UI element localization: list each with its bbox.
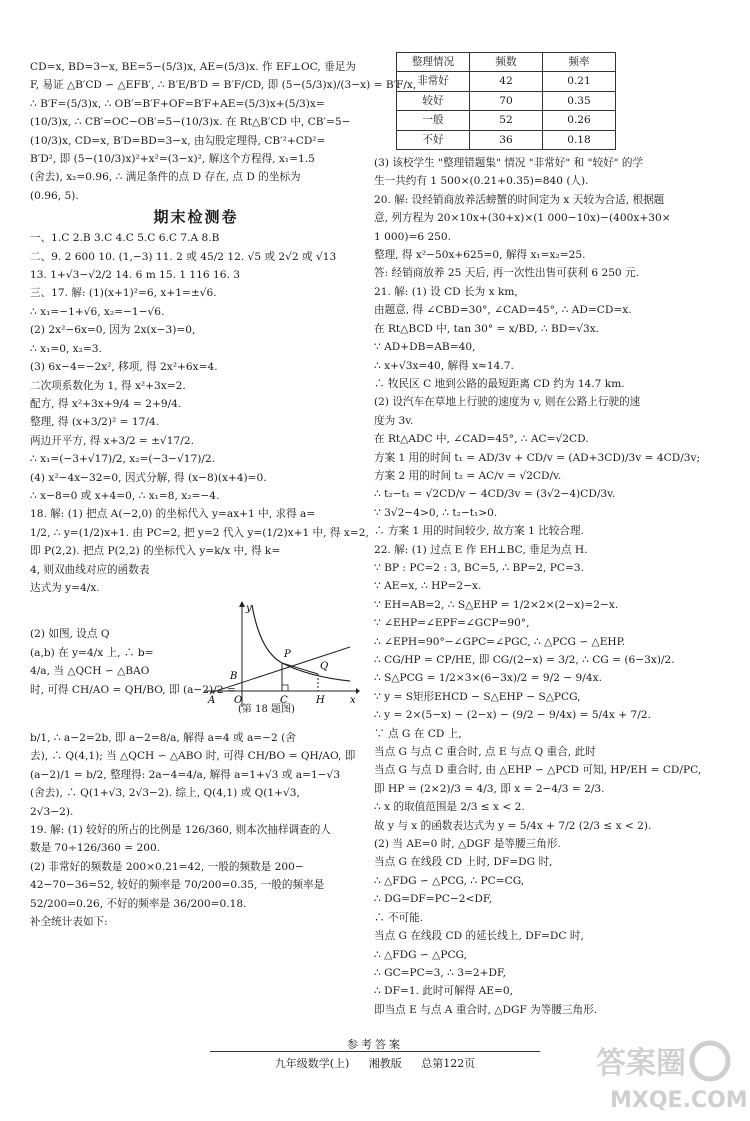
right-lines xyxy=(374,154,720,1019)
watermark-logo-text: 答案圈 xyxy=(596,1046,686,1081)
text-line: 整理, 得 (x+3/2)² = 17/4. xyxy=(30,416,160,429)
text-line: (10/3)x, ∴ CB′=OC−OB′=5−(10/3)x. 在 Rt△B′CD 中, CB′=5− xyxy=(30,116,351,129)
text-line: ∵ AE=x, ∴ HP=2−x. xyxy=(374,580,482,593)
text-line: ∴ x₁=0, x₂=3. xyxy=(30,342,102,355)
footer-divider xyxy=(210,1051,540,1052)
stats-table-header xyxy=(397,53,616,72)
x-axis-arrow xyxy=(356,688,360,694)
text-line: 42−70−36=52, 较好的频率是 70/200=0.35, 一般的频率是 xyxy=(30,879,325,892)
hyperbola-figure xyxy=(200,599,360,709)
footer-grade: 九年级数学(上) xyxy=(274,1057,350,1070)
text-line: b/1, ∴ a−2=2b, 即 a−2=8/a, 解得 a=4 或 a=−2 (舍 xyxy=(30,732,296,744)
table-row xyxy=(397,72,616,91)
text-line: ∴ CG/HP = CP/HE, 即 CG/(2−x) = 3/2, ∴ CG = (6−3x)/2. xyxy=(374,654,675,666)
stats-cell: 0.18 xyxy=(543,130,616,149)
line-ab xyxy=(210,647,350,693)
text-line: 故 y 与 x 的函数表达式为 y = 5/4x + 7/2 (2/3 ≤ x < 2). xyxy=(374,819,652,832)
stats-cell: 0.35 xyxy=(543,91,616,110)
hyperbola-curve xyxy=(252,605,350,681)
stats-header-cell: 频率 xyxy=(543,53,616,72)
text-line: 19. 解: (1) 较好的所占的比例是 126/360, 则本次抽样调查的人 xyxy=(30,824,331,837)
text-line: (2) 如图, 设点 Q xyxy=(30,628,110,641)
text-line: ∵ ∠EHP=∠EPF=∠GCP=90°, xyxy=(374,617,530,630)
text-line: 在 Rt△ADC 中, ∠CAD=45°, ∴ AC=√2CD. xyxy=(374,433,589,446)
stats-cell: 一般 xyxy=(397,111,470,130)
text-line: ∵ EH=AB=2, ∴ S△EHP = 1/2×2×(2−x)=2−x. xyxy=(374,598,619,611)
text-line: 达式为 y=4/x. xyxy=(30,581,100,594)
watermark-logo xyxy=(592,1035,748,1115)
text-line: ∴ 不可能. xyxy=(374,911,424,924)
text-line: 三、17. 解: (1)(x+1)²=6, x+1=±√6. xyxy=(30,287,217,300)
text-line: 生一共约有 1 500×(0.21+0.35)=840 (人). xyxy=(374,175,589,188)
label-h: H xyxy=(316,695,325,707)
text-line: ∴ DG=DF=PC−2<DF, xyxy=(374,893,492,906)
label-x: x xyxy=(350,695,356,707)
text-line: ∴ 牧民区 C 地到公路的最短距离 CD 约为 14.7 km. xyxy=(374,377,625,390)
text-line: ∵ AD+DB=AB=40, xyxy=(374,341,476,354)
left-bottom-lines xyxy=(30,729,362,931)
text-line: CD=x, BD=3−x, BE=5−(5/3)x, AE=(5/3)x. 作 EF⊥OC, 垂足为 xyxy=(30,61,356,73)
text-line: (a,b) 在 y=4/x 上, ∴ b= xyxy=(30,646,154,659)
label-o: O xyxy=(234,695,243,707)
text-line: ∴ x₁=(−3+√17)/2, x₂=(−3−√17)/2. xyxy=(30,453,216,466)
text-line: ∴ △FDG ∽ △PCG, xyxy=(374,948,468,961)
text-line: 在 Rt△BCD 中, tan 30° = x/BD, ∴ BD=√3x. xyxy=(374,322,600,335)
text-line: 即 HP = (2×2)/3 = 4/3, 即 x = 2−4/3 = 2/3. xyxy=(374,782,605,795)
text-line: 度为 3v. xyxy=(374,414,414,427)
text-line: 1/2, ∴ y=(1/2)x+1. 由 PC=2, 把 y=2 代入 y=(1/2)x+1 中, 得 x=2, xyxy=(30,526,369,539)
left-top-lines xyxy=(30,58,417,205)
text-line: 方案 2 用的时间 t₂ = AC/v = √2CD/v. xyxy=(374,469,562,482)
text-line: 即当点 E 与点 A 重合时, △DGF 为等腰三角形. xyxy=(374,1003,598,1016)
text-line: 整理, 得 x²−50x+625=0, 解得 x₁=x₂=25. xyxy=(374,249,586,262)
text-line: 21. 解: (1) 设 CD 长为 x km, xyxy=(374,285,518,298)
footer-edition: 湘教版 xyxy=(368,1057,402,1070)
text-line: (2) 当 AE=0 时, △DGF 是等腰三角形. xyxy=(374,838,561,851)
text-line: ∵ 3√2−4>0, ∴ t₂−t₁>0. xyxy=(374,506,498,519)
text-line: ∴ x−8=0 或 x+4=0, ∴ x₁=8, x₂=−4. xyxy=(30,489,220,502)
text-line: 方案 1 用的时间 t₁ = AD/3v + CD/v = (AD+3CD)/3v = 4CD/3v; xyxy=(374,451,701,464)
stats-cell: 42 xyxy=(470,72,543,91)
stats-cell: 较好 xyxy=(397,91,470,110)
text-line: ∴ B′F=(5/3)x, ∴ OB′=B′F+OF=B′F+AE=(5/3)x+(5/3)x= xyxy=(30,97,325,110)
text-line: ∴ GC=PC=3, ∴ 3=2+DF, xyxy=(374,966,507,979)
text-line: ∴ x+√3x=40, 解得 x≈14.7. xyxy=(374,359,514,372)
stats-cell: 52 xyxy=(470,111,543,130)
text-line: ∵ BP : PC=2 : 3, BC=5, ∴ BP=2, PC=3. xyxy=(374,561,584,574)
text-line: 补全统计表如下: xyxy=(30,916,108,929)
text-line: ∴ x₁=−1+√6, x₂=−1−√6. xyxy=(30,305,165,318)
text-line: (2) 设汽车在草地上行驶的速度为 v, 则在公路上行驶的速 xyxy=(374,396,641,409)
text-line: 配方, 得 x²+3x+9/4 = 2+9/4. xyxy=(30,397,182,410)
text-line: 一、1.C 2.B 3.C 4.C 5.C 6.C 7.A 8.B xyxy=(30,232,220,245)
text-line: ∵ y = S矩形EHCD − S△EHP − S△PCG, xyxy=(374,690,581,703)
text-line: 去), ∴ Q(4,1); 当 △QCH ∽ △ABO 时, 可得 CH/BO = QH/AO, 即 xyxy=(30,750,356,763)
watermark-icon xyxy=(592,1035,748,1115)
text-line: 4/a, 当 △QCH ∽ △BAO xyxy=(30,665,150,678)
text-line: 意, 列方程为 20×10x+(30+x)×(1 000−10x)−(400x+30× xyxy=(374,212,671,225)
text-line: 20. 解: 设经销商放养活螃蟹的时间定为 x 天较为合适, 根据题 xyxy=(374,193,665,206)
text-line: F, 易证 △B′CD ∽ △EFB′, ∴ B′E/B′D = B′F/CD, 即 (5−(5/3)x)/(3−x) = B′F/x, xyxy=(30,79,417,92)
text-line: ∴ △FDG ∽ △PCG, ∴ PC=CG, xyxy=(374,874,525,887)
stats-cell: 36 xyxy=(470,130,543,149)
figure-caption: (第 18 题图) xyxy=(238,703,295,715)
text-line: 数是 70÷126/360 = 200. xyxy=(30,842,161,855)
stats-table xyxy=(396,52,616,150)
stats-cell: 非常好 xyxy=(397,72,470,91)
text-line: (2) 非常好的频数是 200×0.21=42, 一般的频数是 200− xyxy=(30,860,304,873)
text-line: 当点 G 与点 C 重合时, 点 E 与点 Q 重合, 此时 xyxy=(374,746,596,759)
segment-pq xyxy=(282,663,318,674)
stats-header-cell: 频数 xyxy=(470,53,543,72)
text-line: (0.96, 5). xyxy=(30,189,79,202)
text-line: (a−2)/1 = b/2, 整理得: 2a−4=4/a, 解得 a=1+√3 或 a=1−√3 xyxy=(30,768,341,781)
y-axis-arrow xyxy=(239,601,245,607)
text-line: 52/200=0.26, 不好的频率是 36/200=0.18. xyxy=(30,897,247,910)
text-line: (10/3)x, CD=x, B′D=BD=3−x, 由勾股定理得, CB′²+CD²= xyxy=(30,134,326,147)
text-line: 答: 经销商放养 25 天后, 再一次性出售可获利 6 250 元. xyxy=(374,267,640,280)
right-angle-mark xyxy=(282,685,288,691)
text-line: 两边开平方, 得 x+3/2 = ±√17/2. xyxy=(30,434,194,447)
text-line: (舍去), x₂=0.96, ∴ 满足条件的点 D 存在, 点 D 的坐标为 xyxy=(30,171,301,184)
text-line: B′D², 即 (5−(10/3)x)²+x²=(3−x)², 解这个方程得, x₁=1.5 xyxy=(30,153,315,166)
text-line: ∴ ∠EPH=90°−∠GPC=∠PGC, ∴ △PCG ∽ △EHP. xyxy=(374,635,626,648)
text-line: ∴ x 的取值范围是 2/3 ≤ x < 2. xyxy=(374,801,525,814)
label-p: P xyxy=(284,649,291,661)
text-line: 由题意, 得 ∠CBD=30°, ∠CAD=45°, ∴ AD=CD=x. xyxy=(374,304,632,317)
label-q: Q xyxy=(320,661,329,673)
text-line: (舍去), ∴ Q(1+√3, 2√3−2). 综上, Q(4,1) 或 Q(1+√3, xyxy=(30,787,300,800)
text-line: 22. 解: (1) 过点 E 作 EH⊥BC, 垂足为点 H. xyxy=(374,543,588,556)
label-b: B xyxy=(230,671,238,683)
text-line: ∴ DF=1. 此时可解得 AE=0, xyxy=(374,985,514,998)
text-line: 二次项系数化为 1, 得 x²+3x=2. xyxy=(30,379,186,392)
text-line: ∴ S△PCG = 1/2×3×(6−3x)/2 = 9/2 − 9/4x. xyxy=(374,672,602,685)
table-row xyxy=(397,130,616,149)
section-title: 期末检测卷 xyxy=(153,208,239,227)
stats-header-cell: 整理情况 xyxy=(397,53,470,72)
stats-cell: 不好 xyxy=(397,130,470,149)
text-line: (2) 2x²−6x=0, 因为 2x(x−3)=0, xyxy=(30,324,196,337)
text-line: ∴ t₂−t₁ = √2CD/v − 4CD/3v = (3√2−4)CD/3v. xyxy=(374,488,616,501)
stats-cell: 0.26 xyxy=(543,111,616,130)
table-row xyxy=(397,91,616,110)
text-line: 13. 1+√3−√2/2 14. 6 m 15. 1 116 16. 3 xyxy=(30,269,240,282)
footer-page: 总第122页 xyxy=(421,1057,476,1070)
label-c: C xyxy=(280,695,288,707)
text-line: 当点 G 在线段 CD 上时, DF=DG 时, xyxy=(374,856,553,869)
label-a: A xyxy=(208,695,216,707)
text-line: 2√3−2). xyxy=(30,805,74,818)
stats-cell: 0.21 xyxy=(543,72,616,91)
table-row xyxy=(397,111,616,130)
label-y: y xyxy=(246,603,252,615)
text-line: 当点 G 与点 D 重合时, 由 △EHP ∽ △PCD 可知, HP/EH = CD/PC, xyxy=(374,764,702,777)
text-line: 4, 则双曲线对应的函数表 xyxy=(30,563,150,576)
text-line: 时, 可得 CH/AO = QH/BO, 即 (a−2)/2 = xyxy=(30,683,236,696)
left-answer-lines xyxy=(30,229,369,597)
stats-cell: 70 xyxy=(470,91,543,110)
text-line: (4) x²−4x−32=0, 因式分解, 得 (x−8)(x+4)=0. xyxy=(30,471,267,484)
text-line: (3) 6x−4=−2x², 移项, 得 2x²+6x=4. xyxy=(30,361,218,374)
text-line: 二、9. 2 600 10. (1,−3) 11. 2 或 45/2 12. √5 或 2√2 或 √13 xyxy=(30,250,337,263)
footer-label: 参考答案 xyxy=(347,1038,403,1051)
watermark-site-text: MXQE.COM xyxy=(610,1088,748,1113)
text-line: 1 000)=6 250. xyxy=(374,230,452,243)
right-column xyxy=(374,50,720,1019)
figure-18 xyxy=(200,599,360,717)
text-line: 即 P(2,2). 把点 P(2,2) 的坐标代入 y=k/x 中, 得 k= xyxy=(30,545,281,558)
text-line: 当点 G 在线段 CD 的延长线上, DF=DC 时, xyxy=(374,930,584,943)
text-line: 18. 解: (1) 把点 A(−2,0) 的坐标代入 y=ax+1 中, 求得 a= xyxy=(30,508,316,521)
text-line: (3) 该校学生 "整理错题集" 情况 "非常好" 和 "较好" 的学 xyxy=(374,157,644,170)
text-line: ∴ 方案 1 用的时间较少, 故方案 1 比较合理. xyxy=(374,525,584,538)
text-line: ∵ 点 G 在 CD 上, xyxy=(374,727,462,740)
text-line: ∴ y = 2×(5−x) − (2−x) − (9/2 − 9/4x) = 5/4x + 7/2. xyxy=(374,709,651,722)
